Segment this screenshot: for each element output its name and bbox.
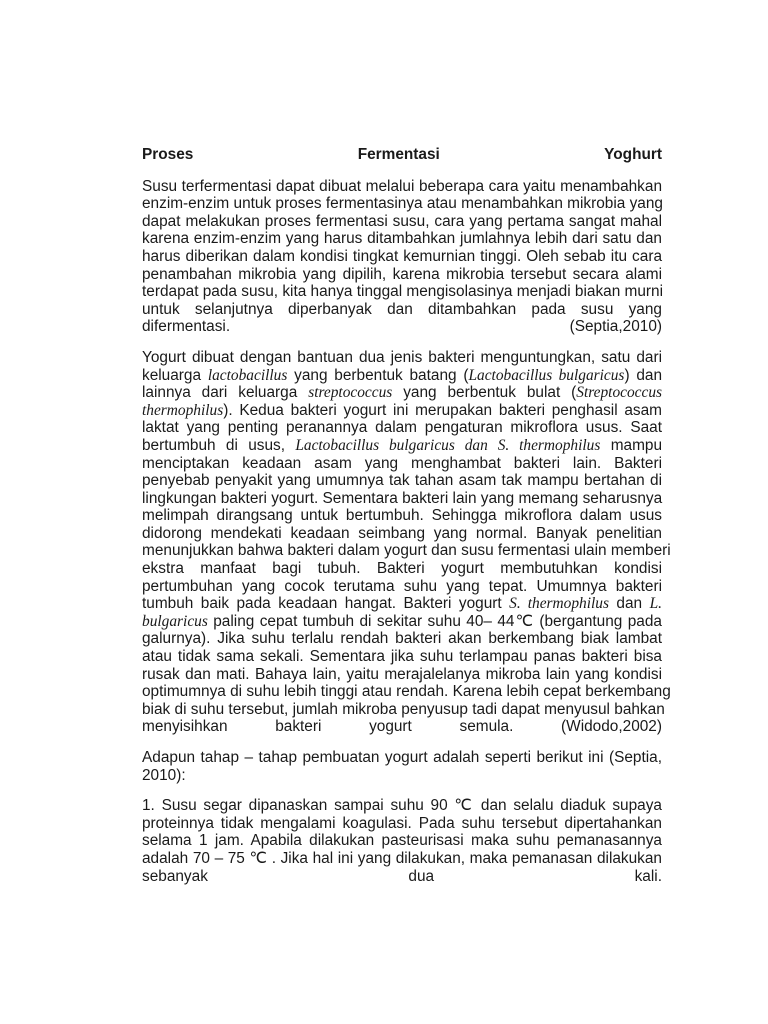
document-title: [142, 146, 662, 164]
p4-text: kali.: [634, 867, 662, 885]
species-name: lactobacillus: [207, 366, 288, 384]
p4-line: adalah 70 – 75 ℃ . Jika hal ini yang dilakukan, maka pemanasan dilakukan: [142, 849, 662, 867]
title-word-fermentasi: Fermentasi: [357, 146, 440, 163]
paragraph-4: [142, 797, 662, 885]
species-name: Lactobacillus bulgaricus dan S. thermophilus: [295, 436, 601, 454]
p2-text: lainnya dari keluarga: [142, 384, 298, 402]
p2-line: galurnya). Jika suhu terlalu rendah bakteri akan berkembang biak lambat: [142, 630, 662, 648]
citation: (Septia,2010): [569, 318, 662, 336]
p2-line: [142, 595, 662, 613]
p2-line: [142, 613, 662, 631]
p4-line: proteinnya tidak mengalami koagulasi. Pada suhu tersebut dipertahankan: [142, 814, 662, 832]
p1-line: Susu terfermentasi dapat dibuat melalui beberapa cara yaitu menambahkan: [142, 177, 662, 195]
paragraph-2: [142, 348, 671, 736]
p2-line: [142, 437, 662, 455]
p2-line: melimpah dirangsang untuk bertumbuh. Sehingga mikroflora dalam usus: [142, 507, 662, 525]
paragraph-3: [142, 749, 662, 784]
p2-line: menciptakan keadaan asam yang menghambat bakteri lain. Bakteri: [142, 454, 662, 472]
p2-line: [142, 384, 662, 402]
p1-text: difermentasi.: [142, 318, 231, 336]
p4-last-line: [142, 868, 662, 886]
p2-line: didorong mendekati keadaan seimbang yang normal. Banyak penelitian: [142, 524, 662, 542]
citation: (Widodo,2002): [561, 718, 662, 736]
document-page: [142, 146, 671, 898]
p1-line: karena enzim-enzim yang harus ditambahkan jumlahnya lebih dari satu dan: [142, 230, 662, 248]
p2-text: paling cepat tumbuh di sekitar suhu 40– 44℃ (bergantung pada: [213, 612, 662, 630]
species-name: bulgaricus: [142, 612, 208, 630]
species-name: streptococcus: [308, 384, 393, 402]
p2-line: ekstra manfaat bagi tubuh. Bakteri yogurt membutuhkan kondisi: [142, 560, 662, 578]
p1-line: untuk selanjutnya diperbanyak dan ditambahkan pada susu yang: [142, 300, 662, 318]
p2-line: penyebab penyakit yang umumnya tak tahan asam tak mampu bertahan di: [142, 472, 662, 490]
title-word-yoghurt: Yoghurt: [604, 146, 662, 163]
p1-line: dapat melakukan proses fermentasi susu, cara yang pertama sangat mahal: [142, 212, 662, 230]
title-word-proses: Proses: [142, 146, 194, 163]
p2-text: mampu: [610, 436, 663, 454]
p2-line: [142, 402, 662, 420]
p2-text: bakteri: [275, 718, 322, 736]
p2-text: yogurt: [369, 718, 412, 736]
p4-text: dua: [408, 867, 435, 885]
p1-line: penambahan mikrobia yang dipilih, karena mikrobia tersebut secara alami: [142, 265, 662, 283]
p4-line: selama 1 jam. Apabila dilakukan pasteurisasi maka suhu pemanasannya: [142, 832, 662, 850]
p2-line: optimumnya di suhu lebih tinggi atau rendah. Karena lebih cepat berkembang: [142, 683, 671, 701]
p2-line: laktat yang penting peranannya dalam pengaturan mikroflora usus. Saat: [142, 419, 662, 437]
p2-line: lingkungan bakteri yogurt. Sementara bakteri lain yang memang seharusnya: [142, 489, 663, 507]
p4-text: sebanyak: [142, 867, 208, 885]
p2-text: yang berbentuk bulat (: [403, 384, 577, 402]
p1-line: enzim-enzim untuk proses fermentasinya atau menambahkan mikrobia yang: [142, 195, 663, 213]
p2-line: biak di suhu tersebut, jumlah mikroba penyusup tadi dapat menyusul bahkan: [142, 700, 665, 718]
p2-text: keluarga: [142, 366, 202, 384]
p3-line: Adapun tahap – tahap pembuatan yogurt adalah seperti berikut ini (Septia,: [142, 749, 662, 766]
p2-line: pertumbuhan yang cocok terutama suhu yang tepat. Umumnya bakteri: [142, 577, 662, 595]
species-name: L.: [649, 595, 662, 613]
p1-last-line: [142, 318, 662, 336]
p3-line: 2010):: [142, 766, 186, 784]
species-name: Lactobacillus bulgaricus: [468, 366, 625, 384]
p2-text: yang berbentuk batang (: [294, 366, 469, 384]
p2-text: dan: [616, 595, 643, 613]
p2-text: menyisihkan: [142, 718, 228, 736]
species-name: thermophilus: [142, 401, 224, 419]
p2-text: semula.: [459, 718, 514, 736]
p2-text: tumbuh baik pada keadaan hangat. Bakteri yogurt: [142, 595, 502, 613]
p4-line: 1. Susu segar dipanaskan sampai suhu 90 ℃ dan selalu diaduk supaya: [142, 797, 662, 815]
p2-text: ). Kedua bakteri yogurt ini merupakan bakteri penghasil asam: [223, 401, 662, 419]
p2-text: ) dan: [624, 366, 663, 384]
p2-text: bertumbuh di usus,: [142, 436, 285, 454]
p1-line: harus diberikan dalam kondisi tingkat kemurnian tinggi. Oleh sebab itu cara: [142, 247, 662, 265]
p2-line: rusak dan mati. Bahaya lain, yaitu merajalelanya mikroba lain yang kondisi: [142, 665, 662, 683]
p2-line: Yogurt dibuat dengan bantuan dua jenis bakteri menguntungkan, satu dari: [142, 348, 662, 366]
species-name: Streptococcus: [576, 384, 663, 402]
p2-line: atau tidak sama sekali. Sementara jika suhu terlampau panas bakteri bisa: [142, 648, 662, 666]
p2-line: menunjukkan bahwa bakteri dalam yogurt dan susu fermentasi ulain memberi: [142, 542, 671, 560]
p2-last-line: [142, 718, 662, 736]
paragraph-1: [142, 178, 662, 336]
species-name: S. thermophilus: [509, 595, 609, 613]
p2-line: [142, 367, 662, 385]
p1-line: terdapat pada susu, kita hanya tinggal mengisolasinya menjadi biakan murni: [142, 283, 664, 301]
